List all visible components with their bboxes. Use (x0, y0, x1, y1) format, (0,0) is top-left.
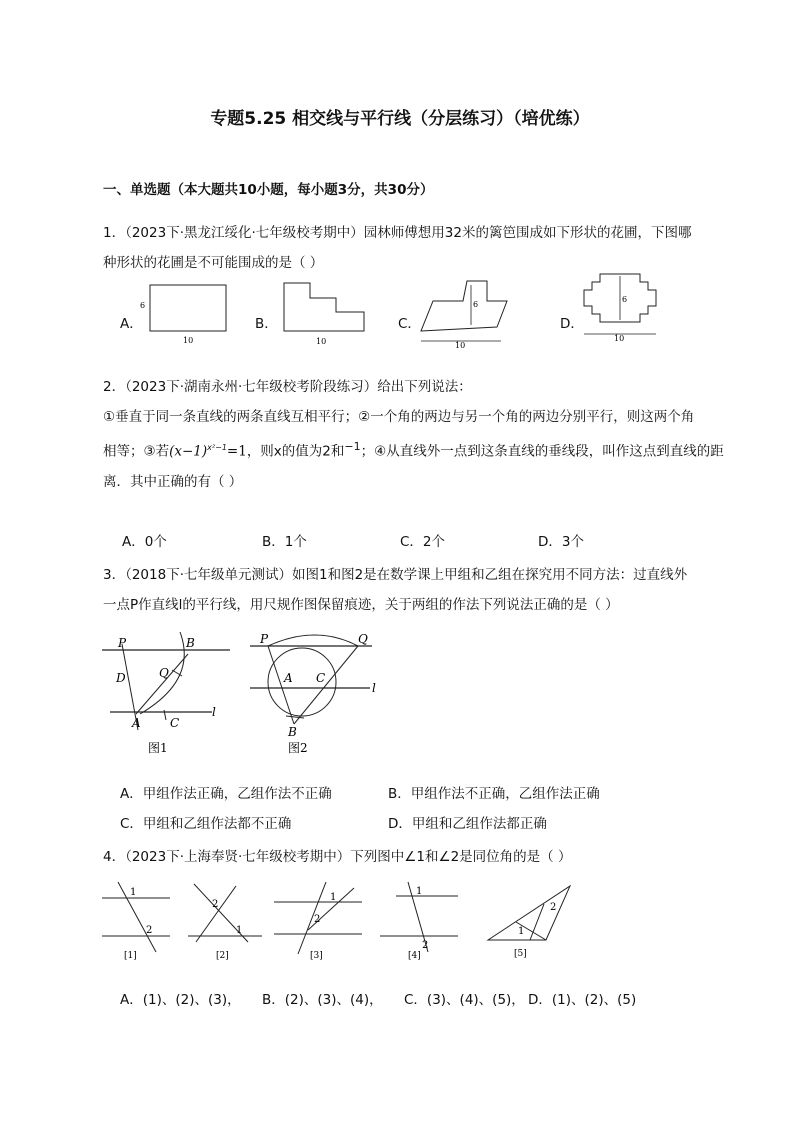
q3-option-a: A．甲组作法正确，乙组作法不正确 (120, 786, 332, 802)
angle-1-label: 1 (130, 887, 137, 898)
q1-option-b-label: B． (255, 316, 278, 332)
question-3 (103, 560, 703, 620)
q3-option-b: B．甲组作法不正确，乙组作法正确 (388, 786, 600, 802)
staircase-shape (284, 283, 364, 331)
q4-figure-4 (378, 878, 463, 962)
question-2-line-1: 2．（2023下·湖南永州·七年级校考阶段练习）给出下列说法： (103, 379, 472, 395)
angle-2-label: 2 (550, 902, 557, 913)
point-q-label: Q (358, 632, 368, 646)
figure-2-caption: 图2 (288, 741, 308, 755)
dim-width-label: 10 (455, 341, 466, 350)
point-a-label: A (284, 671, 293, 685)
q4-option-b: B．(2)、(3)、(4)， (262, 992, 383, 1008)
line-l-label: l (372, 681, 376, 695)
parallelogram-shape (421, 281, 507, 331)
angle-1-label: 1 (518, 926, 525, 937)
point-p-label: P (260, 632, 269, 646)
question-2-line-2: ①垂直于同一条直线的两条直线互相平行；②一个角的两边与另一个角的两边分别平行，则这两个角 (103, 409, 695, 425)
dim-height-label: 6 (622, 295, 628, 304)
q4-option-c: C．(3)、(4)、(5)， (404, 992, 525, 1008)
formula-equals: =1 (226, 443, 247, 460)
rectangle-shape (150, 285, 226, 331)
q2-option-b: B．1个 (262, 534, 307, 550)
q4-option-d: D．(1)、(2)、(5) (528, 992, 637, 1008)
page-title: 专题5.25 相交线与平行线（分层练习）（培优练） (210, 109, 590, 129)
question-2 (103, 372, 724, 497)
q1-figure-c (415, 275, 515, 350)
question-3-line-1: 3．（2018下·七年级单元测试）如图1和图2是在数学课上甲组和乙组在探究用不同方法：过直线外 (103, 567, 688, 583)
figure-caption: [1] (124, 951, 137, 961)
angle-1-label: 1 (236, 925, 243, 936)
figure-1-caption: 图1 (148, 741, 168, 755)
question-2-line-3: 相等；③若$(x-1)^{x^2-1}=1$，则x的值为2和$^{-1}$；④从直线外一点到这条直线的垂线段，叫作这点到直线的距 (103, 440, 724, 460)
angle-2-label: 2 (422, 940, 429, 951)
q3-option-c: C．甲组和乙组作法都不正确 (120, 816, 292, 832)
q2-option-d: D．3个 (538, 534, 584, 550)
question-1-line-2: 种形状的花圃是不可能围成的是（ ） (103, 255, 324, 271)
q4-option-a: A．(1)、(2)、(3)， (120, 992, 241, 1008)
neg-one-value: −1 (344, 440, 361, 453)
point-d-label: D (116, 671, 126, 685)
point-a-label: A (132, 716, 141, 730)
q1-option-c-label: C． (398, 316, 421, 332)
dim-height-label: 6 (473, 300, 479, 309)
question-1-line-1: 1．（2023下·黑龙江绥化·七年级校考期中）园林师傅想用32米的篱笆围成如下形状的花圃，下图哪 (103, 225, 692, 241)
point-b-label: B (186, 636, 195, 650)
q1-figure-a (138, 283, 238, 348)
point-p-label: P (118, 636, 127, 650)
q1-option-d-label: D． (560, 316, 584, 332)
q3-figure-1 (100, 630, 240, 760)
point-q-label: Q (159, 666, 169, 680)
figure-caption: [3] (310, 951, 323, 961)
q4-figure-3 (272, 878, 367, 962)
figure-caption: [5] (514, 949, 527, 959)
q3-figure-2 (246, 630, 386, 760)
question-3-line-2: 一点P作直线l的平行线，用尺规作图保留痕迹，关于两组的作法下列说法正确的是（ ） (103, 597, 619, 613)
q4-figure-5 (484, 880, 579, 962)
q1-option-a-label: A． (120, 316, 143, 332)
q4-figure-1 (100, 880, 175, 962)
point-c-label: C (170, 716, 180, 730)
point-b-label: B (288, 725, 297, 739)
point-c-label: C (316, 671, 326, 685)
question-4 (103, 842, 703, 872)
q2-option-a: A．0个 (122, 534, 167, 550)
angle-2-label: 2 (146, 925, 153, 936)
q1-figure-b (278, 280, 378, 348)
angle-1-label: 1 (330, 892, 337, 903)
dim-width-label: 10 (316, 337, 327, 346)
angle-2-label: 2 (314, 914, 321, 925)
section-heading: 一、单选题（本大题共10小题，每小题3分，共30分） (103, 182, 434, 198)
dim-width-label: 10 (614, 334, 625, 343)
question-2-line-4: 离．其中正确的有（ ） (103, 473, 243, 490)
formula-exponent: x²−1 (207, 443, 227, 452)
dim-width-label: 10 (183, 336, 194, 345)
q4-figure-2 (186, 880, 266, 962)
question-4-line-1: 4．（2023下·上海奉贤·七年级校考期中）下列图中∠1和∠2是同位角的是（ ） (103, 849, 572, 865)
dim-height-label: 6 (140, 301, 146, 310)
line-l-label: l (212, 705, 216, 719)
q2-option-c: C．2个 (400, 534, 446, 550)
angle-2-label: 2 (212, 899, 219, 910)
formula-base: (x−1) (169, 443, 208, 460)
q3-option-d: D．甲组和乙组作法都正确 (388, 816, 547, 832)
angle-1-label: 1 (416, 886, 423, 897)
figure-caption: [2] (216, 951, 229, 961)
figure-caption: [4] (408, 951, 421, 961)
q1-figure-d (578, 268, 668, 348)
